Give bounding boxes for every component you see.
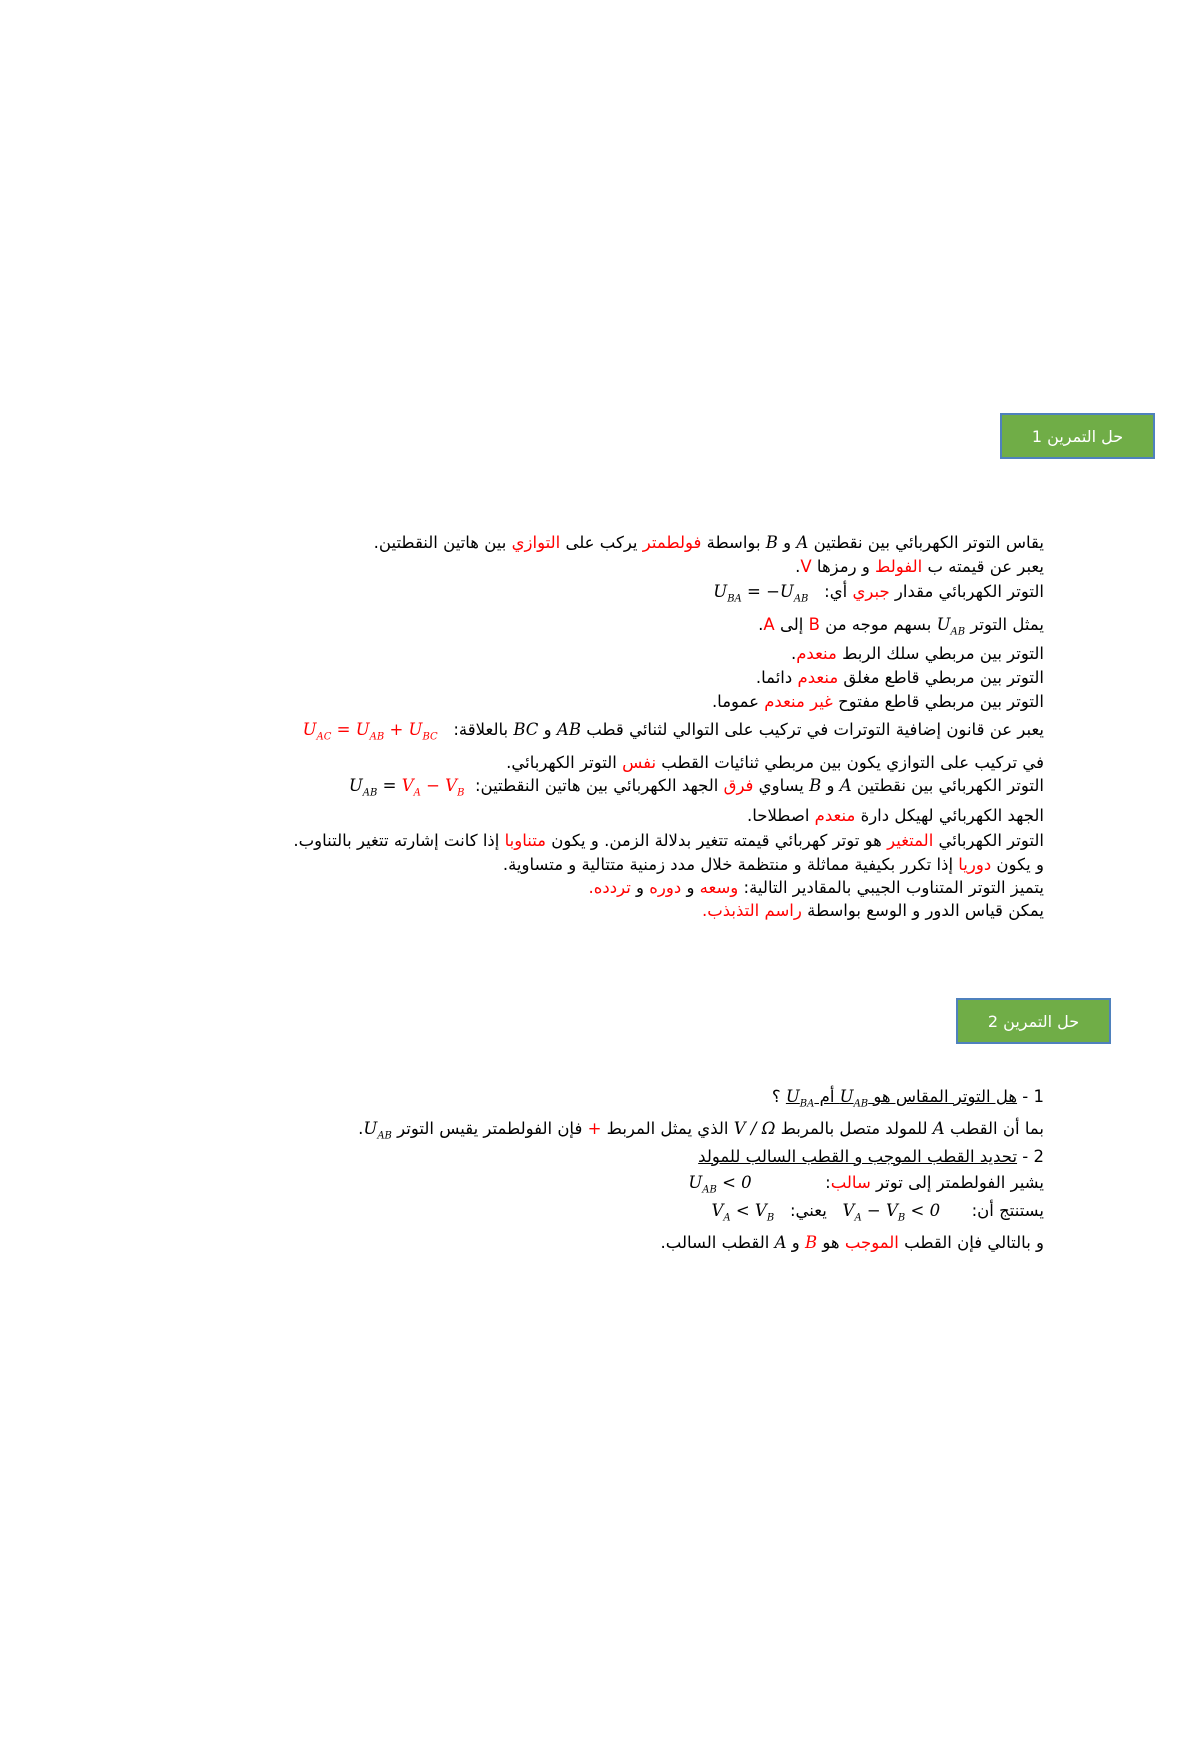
ex1-line-2: يعبر عن قيمته ب الفولط و رمزها V.: [795, 557, 1044, 576]
ex2-answer-4: و بالتالي فإن القطب الموجب هو B و A القطب السالب.: [660, 1233, 1044, 1252]
ex1-line-10: التوتر الكهربائي بين نقطتين A و B يساوي فرق الجهد الكهربائي بين هاتين النقطتين: $U_{AB} = V_A - V_B$: [348, 776, 1044, 799]
ex2-answer-3: يستنتج أن: $V_A - V_B < 0$ يعني: $V_A < V_B$: [711, 1201, 1044, 1224]
ex2-question-2: 2 - تحديد القطب الموجب و القطب السالب للمولد: [698, 1147, 1044, 1166]
ex1-line-12: التوتر الكهربائي المتغير هو توتر كهربائي قيمته تتغير بدلالة الزمن. و يكون متناوبا إذا كانت إشارته تتغير بالتناوب.: [293, 831, 1044, 850]
ex1-line-1: يقاس التوتر الكهربائي بين نقطتين A و B بواسطة فولطمتر يركب على التوازي بين هاتين النقطتين.: [373, 533, 1044, 552]
ex1-line-11: الجهد الكهربائي لهيكل دارة منعدم اصطلاحا.: [746, 806, 1044, 825]
ex1-line-13: و يكون دوريا إذا تكرر بكيفية مماثلة و منتظمة خلال مدد زمنية متتالية و متساوية.: [502, 855, 1044, 874]
ex1-line-6: التوتر بين مربطي قاطع مغلق منعدم دائما.: [755, 668, 1044, 687]
ex2-question-1: 1 - هل التوتر المقاس هو $U_{AB}$ أم $U_{BA}$ ؟: [771, 1087, 1044, 1110]
ex1-line-3: التوتر الكهربائي مقدار جبري أي: $U_{BA} = -U_{AB}$: [713, 582, 1044, 605]
ex1-line-7: التوتر بين مربطي قاطع مفتوح غير منعدم عموما.: [711, 692, 1044, 711]
exercise-1-heading: حل التمرين 1: [1000, 413, 1155, 459]
ex1-line-4: يمثل التوتر $U_{AB}$ بسهم موجه من B إلى A.: [758, 615, 1044, 638]
ex1-line-8: يعبر عن قانون إضافية التوترات في تركيب على التوالي لثنائي قطب AB و BC بالعلاقة: $U_{AC} = U_{AB} + U_{BC}$: [302, 720, 1044, 743]
ex2-answer-2: يشير الفولطمتر إلى توتر سالب: $U_{AB} < 0$: [688, 1173, 1044, 1196]
ex2-answer-1: بما أن القطب A للمولد متصل بالمربط V / Ω الذي يمثل المربط + فإن الفولطمتر يقيس التوتر $U_{AB}$.: [358, 1119, 1044, 1142]
ex1-line-5: التوتر بين مربطي سلك الربط منعدم.: [790, 644, 1044, 663]
ex1-line-9: في تركيب على التوازي يكون بين مربطي ثنائيات القطب نفس التوتر الكهربائي.: [506, 753, 1044, 772]
exercise-2-heading: حل التمرين 2: [956, 998, 1111, 1044]
ex1-line-15: يمكن قياس الدور و الوسع بواسطة راسم التذبذب.: [701, 901, 1044, 920]
ex1-line-14: يتميز التوتر المتناوب الجيبي بالمقادير التالية: وسعه و دوره و تردده.: [588, 878, 1044, 897]
